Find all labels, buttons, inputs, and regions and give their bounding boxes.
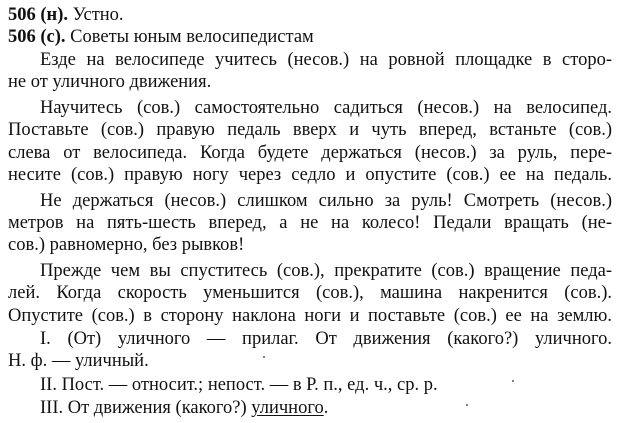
scan-speck [512, 380, 514, 382]
exercise-number: 506 (н). [8, 5, 68, 25]
analysis-line-3: II. Пост. — относит.; непост. — в Р. п., ед. ч., ср. р. [40, 375, 438, 395]
paragraph-1-line-2: не от уличного движения. [8, 72, 212, 92]
paragraph-3-line-1: Не держаться (несов.) слишком сильно за руль! Смотреть (несов.) [40, 191, 612, 211]
paragraph-2-line-4: несите (сов.) правую ногу через седло и опустите (сов.) ее на педаль. [8, 165, 612, 185]
analysis-line-1: I. (От) уличного — прилаг. От движения (какого?) уличного. [40, 329, 612, 349]
paragraph-4-line-1: Прежде чем вы спуститесь (сов.), прекратите (сов.) вращение педа- [40, 261, 612, 281]
analysis-underlined-word: уличного [251, 398, 324, 418]
scan-speck [466, 404, 468, 406]
exercise-number: 506 (с). [8, 27, 66, 47]
paragraph-4-line-2: лей. Когда скорость уменьшится (сов.), машина накренится (сов.). [8, 283, 612, 303]
scan-speck [263, 356, 265, 358]
paragraph-2-line-3: слева от велосипеда. Когда будете держаться (несов.) за руль, пере- [8, 143, 612, 163]
paragraph-4-line-3: Опустите (сов.) в сторону наклона ноги и поставьте (сов.) ее на землю. [8, 306, 612, 326]
heading-506-s [8, 26, 612, 48]
paragraph-1-line-1: Езде на велосипеде учитесь (несов.) на ровной площадке в сторо- [40, 50, 612, 70]
paragraph-3-line-3: сов.) равномерно, без рывков! [8, 235, 245, 255]
analysis-line-4-prefix: III. От движения (какого?) [40, 398, 252, 418]
analysis-line-4 [40, 397, 612, 419]
analysis-line-2: Н. ф. — уличный. [8, 351, 149, 371]
heading-506-n [8, 4, 612, 26]
paragraph-3-line-2: метров на пять-шесть вперед, а не на колесо! Педали вращать (не- [8, 213, 612, 233]
exercise-instruction: Устно. [67, 5, 124, 25]
paragraph-2-line-1: Научитесь (сов.) самостоятельно садиться (несов.) на велосипед. [40, 98, 612, 118]
analysis-line-4-suffix: . [323, 398, 329, 418]
paragraph-2-line-2: Поставьте (сов.) правую педаль вверх и чуть вперед, встаньте (сов.) [8, 120, 612, 140]
exercise-title: Советы юным велосипедистам [65, 27, 314, 47]
